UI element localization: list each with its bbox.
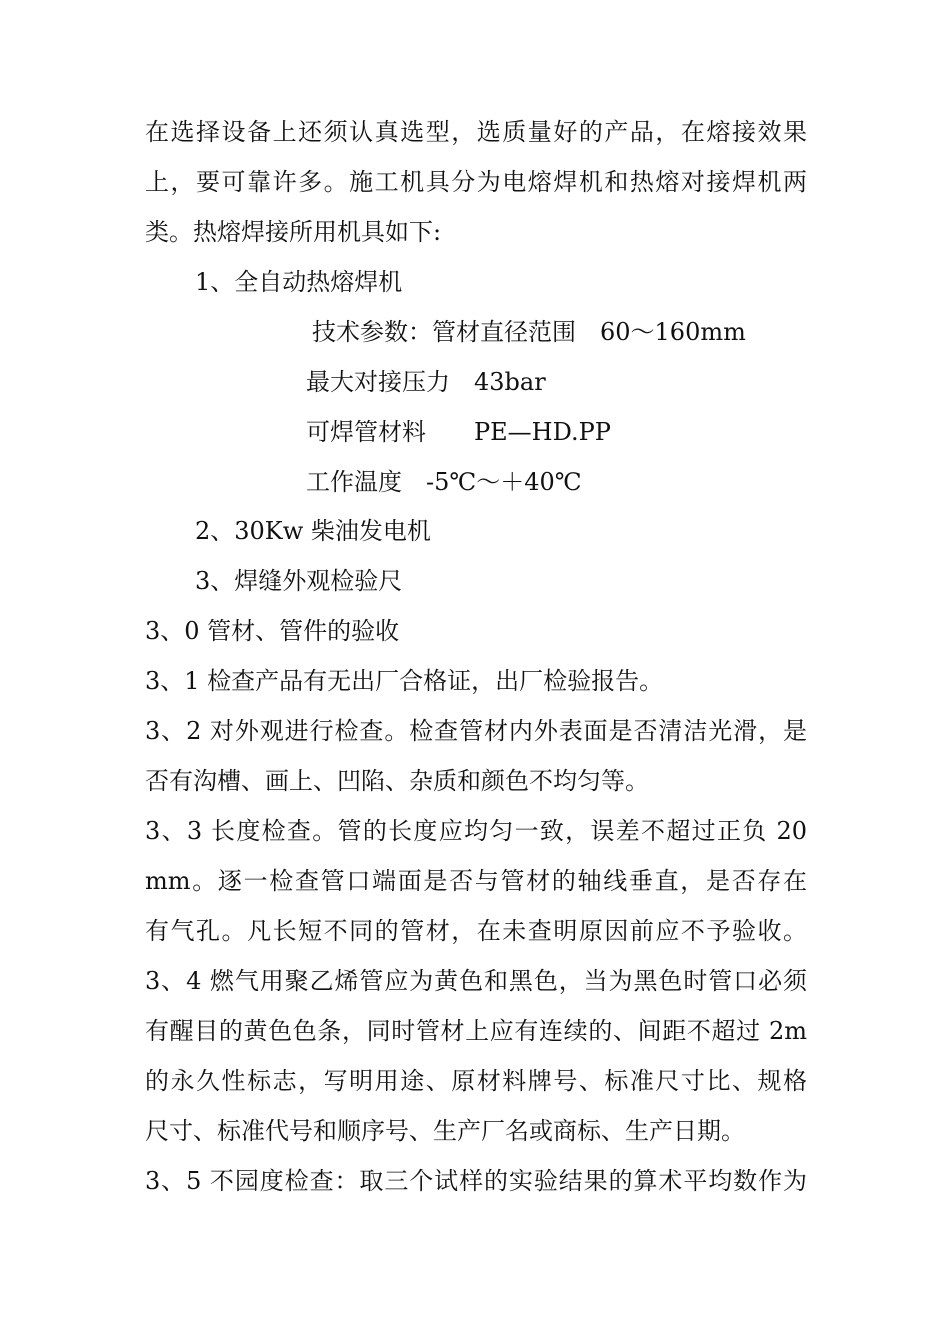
spec-line: 工作温度 -5℃～＋40℃ <box>306 468 582 496</box>
paragraph-line: 否有沟槽、画上、凹陷、杂质和颜色不均匀等。 <box>145 767 649 795</box>
paragraph-line: mm。逐一检查管口端面是否与管材的轴线垂直，是否存在 <box>145 867 807 895</box>
paragraph-line: 的永久性标志，写明用途、原材料牌号、标准尺寸比、规格 <box>145 1067 807 1095</box>
spec-line: 最大对接压力 43bar <box>306 368 546 396</box>
paragraph-line: 有气孔。凡长短不同的管材，在未查明原因前应不予验收。 <box>145 917 807 945</box>
paragraph-line: 3、1 检查产品有无出厂合格证，出厂检验报告。 <box>145 667 664 695</box>
paragraph-line: 3、2 对外观进行检查。检查管材内外表面是否清洁光滑，是 <box>145 717 807 745</box>
paragraph-line: 有醒目的黄色色条，同时管材上应有连续的、间距不超过 2m <box>145 1017 807 1045</box>
paragraph-line: 类。热熔焊接所用机具如下: <box>145 218 442 246</box>
paragraph-line: 3、4 燃气用聚乙烯管应为黄色和黑色，当为黑色时管口必须 <box>145 967 807 995</box>
paragraph-line: 3、5 不园度检查：取三个试样的实验结果的算术平均数作为 <box>145 1167 807 1195</box>
list-item: 2、30Kw 柴油发电机 <box>195 517 431 545</box>
paragraph-line: 3、3 长度检查。管的长度应均匀一致，误差不超过正负 20 <box>145 817 807 845</box>
section-heading: 3、0 管材、管件的验收 <box>145 617 400 645</box>
spec-line: 可焊管材料 PE—HD.PP <box>306 418 611 446</box>
spec-line: 技术参数：管材直径范围 60～160mm <box>312 318 746 346</box>
list-item: 3、焊缝外观检验尺 <box>195 567 403 595</box>
paragraph-line: 在选择设备上还须认真选型，选质量好的产品，在熔接效果 <box>145 118 807 146</box>
list-item: 1、全自动热熔焊机 <box>195 268 403 296</box>
paragraph-line: 上，要可靠许多。施工机具分为电熔焊机和热熔对接焊机两 <box>145 168 807 196</box>
paragraph-line: 尺寸、标准代号和顺序号、生产厂名或商标、生产日期。 <box>145 1117 745 1145</box>
